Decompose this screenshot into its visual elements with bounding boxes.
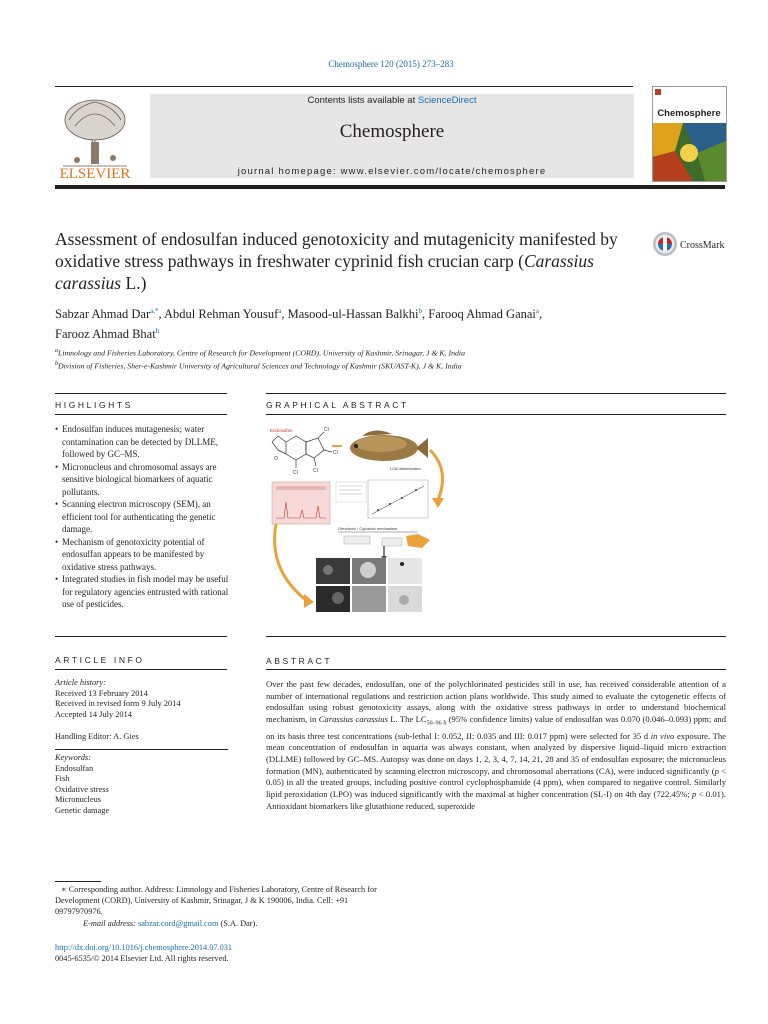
author-affil-mark[interactable]: b: [418, 307, 423, 315]
journal-name: Chemosphere: [339, 121, 445, 142]
footnote-star: ∗: [61, 885, 67, 894]
highlight-item: • Integrated studies in fish model may be useful for regulatory agencies entrusted with rational use of pesticides.: [55, 573, 230, 611]
highlight-item: • Mechanism of genotoxicity potential of endosulfan appears to be manifested by oxidative stress pathways.: [55, 536, 230, 574]
article-title: [55, 228, 635, 294]
title-species: Carassius carassius: [55, 251, 594, 293]
author-affil-mark[interactable]: a: [535, 307, 540, 315]
highlight-item: • Endosulfan induces mutagenesis; water contamination can be detected by DLLME, followed by GC–MS.: [55, 423, 230, 461]
graphical-abstract-figure[interactable]: [266, 420, 462, 618]
section-rule: [55, 636, 227, 637]
author-list: Sabzar Ahmad Dar$^{a,*}$, Abdul Rehman Yousuf$^a$, Masood-ul-Hassan Balkhi$^b$, Farooq Ahmad Ganai$^a$, Farooz Ahmad Bhat$^b$: [55, 307, 543, 342]
accepted-date: Accepted 14 July 2014: [55, 709, 132, 719]
section-rule: [266, 669, 726, 670]
section-rule: [55, 414, 227, 415]
elsevier-logo[interactable]: [55, 92, 135, 180]
highlight-item: • Scanning electron microscopy (SEM), an efficient tool for authenticating the genetic damage.: [55, 498, 230, 536]
affiliation-text: Limnology and Fisheries Laboratory, Centre of Research for Development (CORD), University of Kashmir, Srinagar, J & K, India: [58, 348, 465, 358]
contents-prefix: Contents lists available at: [307, 95, 418, 106]
affiliation-item: [55, 359, 725, 372]
copyright: 0045-6535/© 2014 Elsevier Ltd. All rights reserved.: [55, 954, 229, 964]
keyword: Endosulfan: [55, 763, 94, 773]
graphical-abstract-heading: GRAPHICAL ABSTRACT: [266, 400, 409, 410]
crossmark-badge[interactable]: [652, 229, 727, 259]
svg-text:Cl: Cl: [293, 470, 298, 476]
history-label: Article history:: [55, 678, 106, 687]
article-info: [55, 678, 228, 817]
author-affil-mark[interactable]: a: [278, 307, 282, 315]
keyword: Micronucleus: [55, 795, 102, 805]
contents-line: [150, 95, 634, 106]
doi-block: [55, 942, 395, 964]
section-rule: [55, 669, 227, 670]
author-affil-mark[interactable]: b: [155, 327, 160, 336]
affiliation-text: Division of Fisheries, Sher-e-Kashmir University of Agricultural Sciences and Technology of Kashmir (SKUAST-K), J & K, India: [58, 361, 462, 371]
section-rule: [266, 414, 726, 415]
keyword: Fish: [55, 774, 70, 784]
abstract-in-vivo: in vivo: [650, 730, 675, 741]
author-name: Sabzar Ahmad Dar: [55, 307, 151, 322]
abstract-part: L. The LC: [387, 714, 427, 725]
mechanism-label: Genotoxic / Cytotoxic mechanism: [338, 526, 398, 531]
micrograph-grid: [316, 558, 422, 612]
journal-cover-thumbnail[interactable]: [652, 86, 727, 182]
affiliation-item: [55, 346, 725, 359]
affiliation-mark: b: [55, 360, 58, 367]
header-rule: [55, 86, 633, 87]
cover-title: Chemosphere: [657, 108, 721, 119]
revised-date: Received in revised form 9 July 2014: [55, 699, 181, 709]
title-main: Assessment of endosulfan induced genotoxicity and mutagenicity manifested by oxidative stress pathways in freshwater cyprinid fish crucian carp (: [55, 229, 618, 271]
footnote-rule: [55, 881, 101, 882]
received-date: Received 13 February 2014: [55, 688, 148, 698]
cover-art: [653, 87, 726, 181]
section-rule: [55, 393, 227, 394]
email-link[interactable]: sabzar.cord@gmail.com: [138, 918, 219, 928]
journal-homepage[interactable]: journal homepage: www.elsevier.com/locate/chemosphere: [237, 166, 547, 177]
email-label: E-mail address:: [83, 918, 136, 928]
keyword: Oxidative stress: [55, 784, 109, 794]
corresponding-footnote: [55, 884, 395, 929]
masthead-rule: [55, 185, 725, 189]
abstract-part: (95% confidence limits) value of endosulfan was 0.070 (0.046–0.093) ppm; and on its basis three test concentrations (sub-lethal I: 0.052, II: 0.035 and III: 0.017 ppm) were selected for 35 d: [266, 714, 727, 741]
svg-text:LC50 determination: LC50 determination: [390, 467, 421, 471]
title-end: L.): [121, 273, 147, 293]
abstract-part: Over the past few decades, endosulfan, one of the polychlorinated pesticides still in use, has received considerable attention of a number of international regulations and restriction action plans worldwide. This study aimed to evaluate the cytogenetic effects of endosulfan using robust genotoxicity assays, along with the oxidative stress pathways in order to understand biochemical mechanism, in: [266, 679, 726, 725]
handling-editor: Handling Editor: A. Gies: [55, 732, 139, 742]
svg-text:O: O: [274, 456, 278, 462]
sciencedirect-link[interactable]: ScienceDirect: [417, 95, 477, 106]
endosulfan-structure: [272, 432, 332, 468]
highlights-list: [55, 423, 230, 611]
highlight-item: • Micronucleus and chromosomal assays are sensitive biological biomarkers of aquatic pollutants.: [55, 461, 230, 499]
svg-text:Cl: Cl: [313, 468, 318, 474]
email-suffix: (S.A. Dar).: [218, 918, 258, 928]
doi-link[interactable]: http://dx.doi.org/10.1016/j.chemosphere.2014.07.031: [55, 943, 233, 952]
abstract-heading: ABSTRACT: [266, 656, 333, 666]
p-symbol: p: [714, 765, 719, 776]
abstract-part: < 0.01). Antioxidant biomarkers like glutathione reduced, superoxide: [266, 789, 726, 811]
p-symbol: p: [691, 789, 697, 800]
journal-citation[interactable]: Chemosphere 120 (2015) 273–283: [328, 59, 454, 69]
svg-text:Cl: Cl: [333, 450, 338, 456]
abstract-part: exposure. The mean concentration of endosulfan in aquaria was always constant, when analyzed by dispersive liquid–liquid micro extraction (DLLME) followed by GC–MS. Autopsy was done on days 1, 2, 3, 4, 7, 14, 21, 28 and 35 of endosulfan exposure; the micronucleus formation (MN), authenticated by scanning electron microscopy, and chromosomal aberrations (CA), were induced significantly (: [266, 730, 726, 776]
abstract-part: < 0.05) in all the treated groups, including positive control cyclophosphamide (4 ppm), when compared to negative control. Similarly lipid peroxidation (LPO) was induced significantly with the maximal at higher concentration (SL-I) on 4th day (722.45%;: [266, 765, 726, 800]
keyword: Genetic damage: [55, 805, 110, 815]
abstract-species: Carassius carassius: [318, 714, 388, 725]
section-rule: [266, 393, 726, 394]
elsevier-wordmark: ELSEVIER: [59, 166, 131, 180]
abstract-text: [266, 679, 726, 812]
author-name: Masood-ul-Hassan Balkhi: [287, 307, 419, 322]
section-rule: [266, 636, 726, 637]
lc-subscript: 50–96 h: [426, 720, 447, 727]
author-affil-mark[interactable]: a,*: [150, 307, 159, 315]
section-rule: [55, 749, 228, 750]
crossmark-label: CrossMark: [680, 240, 725, 251]
author-name: Farooq Ahmad Ganai: [428, 307, 536, 322]
author-name: Farooz Ahmad Bhat: [55, 327, 156, 342]
corresponding-address: Corresponding author. Address: Limnology and Fisheries Laboratory, Centre of Research for Development (CORD), University of Kashmir, Srinagar, J & K 190006, India. Cell: +91 09797970976.: [55, 885, 377, 917]
affiliations: [55, 346, 725, 371]
highlights-heading: HIGHLIGHTS: [55, 400, 133, 410]
author-name: Abdul Rehman Yousuf: [164, 307, 279, 322]
article-info-heading: ARTICLE INFO: [55, 655, 145, 665]
affiliation-mark: a: [55, 348, 58, 354]
svg-text:Cl: Cl: [324, 427, 329, 433]
keywords-label: Keywords:: [55, 752, 91, 762]
chem-label: Endosulfan: [270, 428, 293, 433]
